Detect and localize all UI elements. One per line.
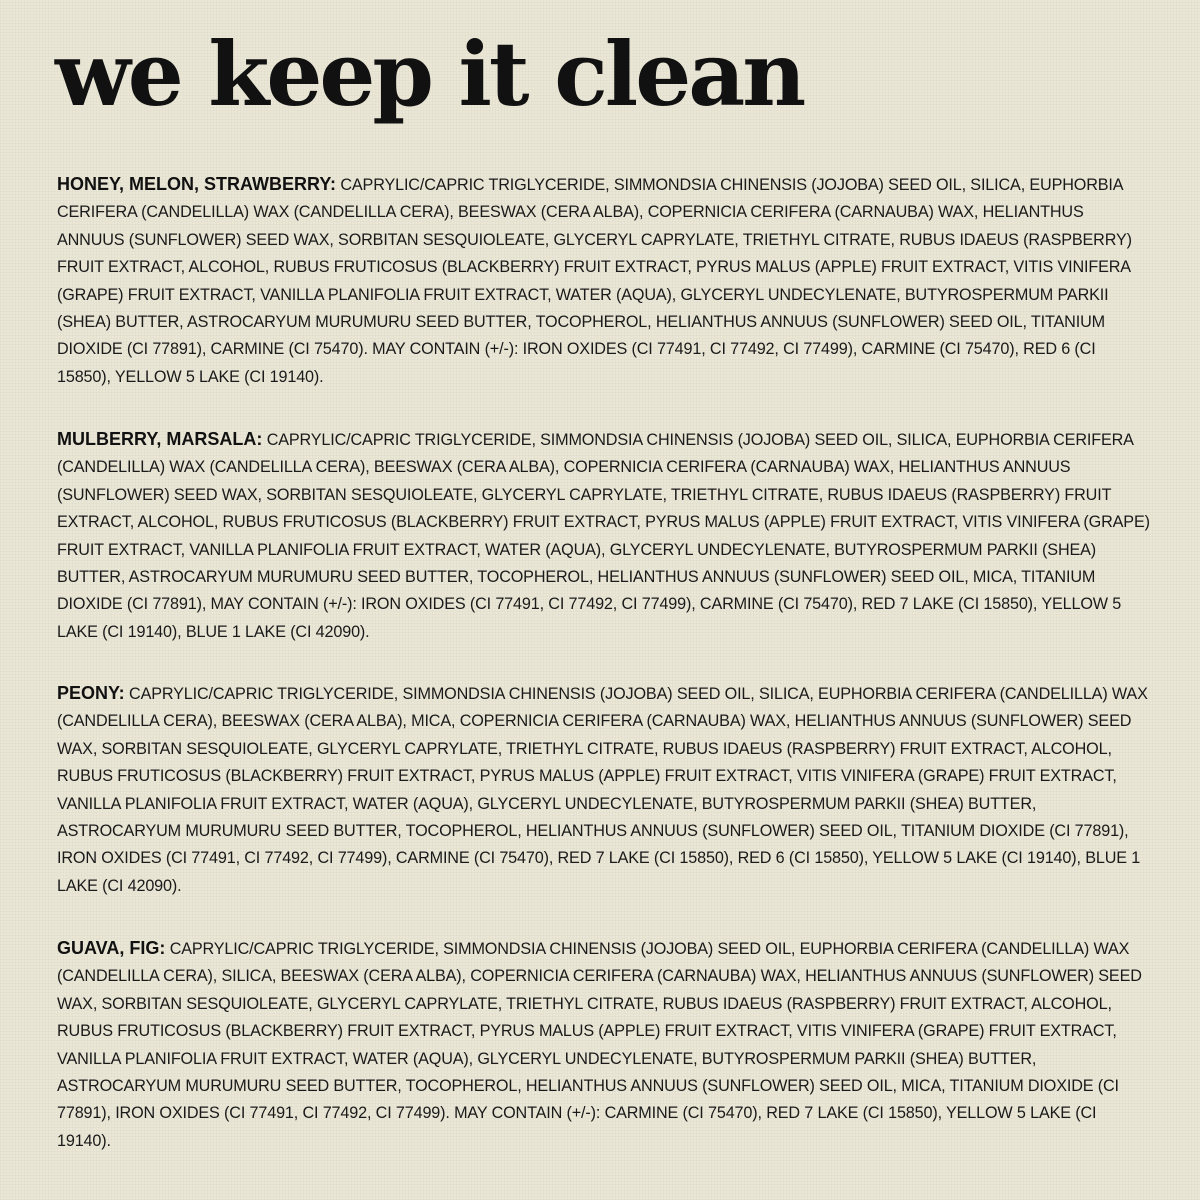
ingredients-page [57,0,1157,1200]
ingredient-section-honey-melon-strawberry [57,171,1152,391]
page-title: we keep it clean [55,22,804,126]
section-ingredients: CAPRYLIC/CAPRIC TRIGLYCERIDE, SIMMONDSIA CHINENSIS (JOJOBA) SEED OIL, SILICA, EUPHORBIA CERIFERA (CANDELILLA) WAX (CANDELILLA CERA), BEESWAX (CERA ALBA), COPERNICIA CERIFERA (CARNAUBA) WAX, HELIANTHUS ANNUUS (SUNFLOWER) SEED WAX, SORBITAN SESQUIOLEATE, GLYCERYL CAPRYLATE, TRIETHYL CITRATE, RUBUS IDAEUS (RASPBERRY) FRUIT EXTRACT, ALCOHOL, RUBUS FRUTICOSUS (BLACKBERRY) FRUIT EXTRACT, PYRUS MALUS (APPLE) FRUIT EXTRACT, VITIS VINIFERA (GRAPE) FRUIT EXTRACT, VANILLA PLANIFOLIA FRUIT EXTRACT, WATER (AQUA), GLYCERYL UNDECYLENATE, BUTYROSPERMUM PARKII (SHEA) BUTTER, ASTROCARYUM MURUMURU SEED BUTTER, TOCOPHEROL, HELIANTHUS ANNUUS (SUNFLOWER) SEED OIL, TITANIUM DIOXIDE (CI 77891), CARMINE (CI 75470). MAY CONTAIN (+/-): IRON OXIDES (CI 77491, CI 77492, CI 77499), CARMINE (CI 75470), RED 6 (CI 15850), YELLOW 5 LAKE (CI 19140). [57,176,1132,386]
ingredient-section-mulberry-marsala [57,426,1152,646]
section-title: GUAVA, FIG: [57,938,166,958]
section-ingredients: CAPRYLIC/CAPRIC TRIGLYCERIDE, SIMMONDSIA CHINENSIS (JOJOBA) SEED OIL, EUPHORBIA CERIFERA (CANDELILLA) WAX (CANDELILLA CERA), SILICA, BEESWAX (CERA ALBA), COPERNICIA CERIFERA (CARNAUBA) WAX, HELIANTHUS ANNUUS (SUNFLOWER) SEED WAX, SORBITAN SESQUIOLEATE, GLYCERYL CAPRYLATE, TRIETHYL CITRATE, RUBUS IDAEUS (RASPBERRY) FRUIT EXTRACT, ALCOHOL, RUBUS FRUTICOSUS (BLACKBERRY) FRUIT EXTRACT, PYRUS MALUS (APPLE) FRUIT EXTRACT, VITIS VINIFERA (GRAPE) FRUIT EXTRACT, VANILLA PLANIFOLIA FRUIT EXTRACT, WATER (AQUA), GLYCERYL UNDECYLENATE, BUTYROSPERMUM PARKII (SHEA) BUTTER, ASTROCARYUM MURUMURU SEED BUTTER, TOCOPHEROL, HELIANTHUS ANNUUS (SUNFLOWER) SEED OIL, MICA, TITANIUM DIOXIDE (CI 77891), IRON OXIDES (CI 77491, CI 77492, CI 77499). MAY CONTAIN (+/-): CARMINE (CI 75470), RED 7 LAKE (CI 15850), YELLOW 5 LAKE (CI 19140). [57,940,1142,1150]
ingredient-section-guava-fig [57,935,1152,1155]
section-ingredients: CAPRYLIC/CAPRIC TRIGLYCERIDE, SIMMONDSIA CHINENSIS (JOJOBA) SEED OIL, SILICA, EUPHORBIA CERIFERA (CANDELILLA) WAX (CANDELILLA CERA), BEESWAX (CERA ALBA), COPERNICIA CERIFERA (CARNAUBA) WAX, HELIANTHUS ANNUUS (SUNFLOWER) SEED WAX, SORBITAN SESQUIOLEATE, GLYCERYL CAPRYLATE, TRIETHYL CITRATE, RUBUS IDAEUS (RASPBERRY) FRUIT EXTRACT, ALCOHOL, RUBUS FRUTICOSUS (BLACKBERRY) FRUIT EXTRACT, PYRUS MALUS (APPLE) FRUIT EXTRACT, VITIS VINIFERA (GRAPE) FRUIT EXTRACT, VANILLA PLANIFOLIA FRUIT EXTRACT, WATER (AQUA), GLYCERYL UNDECYLENATE, BUTYROSPERMUM PARKII (SHEA) BUTTER, ASTROCARYUM MURUMURU SEED BUTTER, TOCOPHEROL, HELIANTHUS ANNUUS (SUNFLOWER) SEED OIL, MICA, TITANIUM DIOXIDE (CI 77891), MAY CONTAIN (+/-): IRON OXIDES (CI 77491, CI 77492, CI 77499), CARMINE (CI 75470), RED 7 LAKE (CI 15850), YELLOW 5 LAKE (CI 19140), BLUE 1 LAKE (CI 42090). [57,431,1150,641]
ingredient-section-peony [57,680,1152,900]
section-title: HONEY, MELON, STRAWBERRY: [57,174,337,194]
section-ingredients: CAPRYLIC/CAPRIC TRIGLYCERIDE, SIMMONDSIA CHINENSIS (JOJOBA) SEED OIL, SILICA, EUPHORBIA CERIFERA (CANDELILLA) WAX (CANDELILLA CERA), BEESWAX (CERA ALBA), MICA, COPERNICIA CERIFERA (CARNAUBA) WAX, HELIANTHUS ANNUUS (SUNFLOWER) SEED WAX, SORBITAN SESQUIOLEATE, GLYCERYL CAPRYLATE, TRIETHYL CITRATE, RUBUS IDAEUS (RASPBERRY) FRUIT EXTRACT, ALCOHOL, RUBUS FRUTICOSUS (BLACKBERRY) FRUIT EXTRACT, PYRUS MALUS (APPLE) FRUIT EXTRACT, VITIS VINIFERA (GRAPE) FRUIT EXTRACT, VANILLA PLANIFOLIA FRUIT EXTRACT, WATER (AQUA), GLYCERYL UNDECYLENATE, BUTYROSPERMUM PARKII (SHEA) BUTTER, ASTROCARYUM MURUMURU SEED BUTTER, TOCOPHEROL, HELIANTHUS ANNUUS (SUNFLOWER) SEED OIL, TITANIUM DIOXIDE (CI 77891), IRON OXIDES (CI 77491, CI 77492, CI 77499), CARMINE (CI 75470), RED 7 LAKE (CI 15850), RED 6 (CI 15850), YELLOW 5 LAKE (CI 19140), BLUE 1 LAKE (CI 42090). [57,685,1148,895]
section-title: PEONY: [57,683,125,703]
section-title: MULBERRY, MARSALA: [57,429,263,449]
